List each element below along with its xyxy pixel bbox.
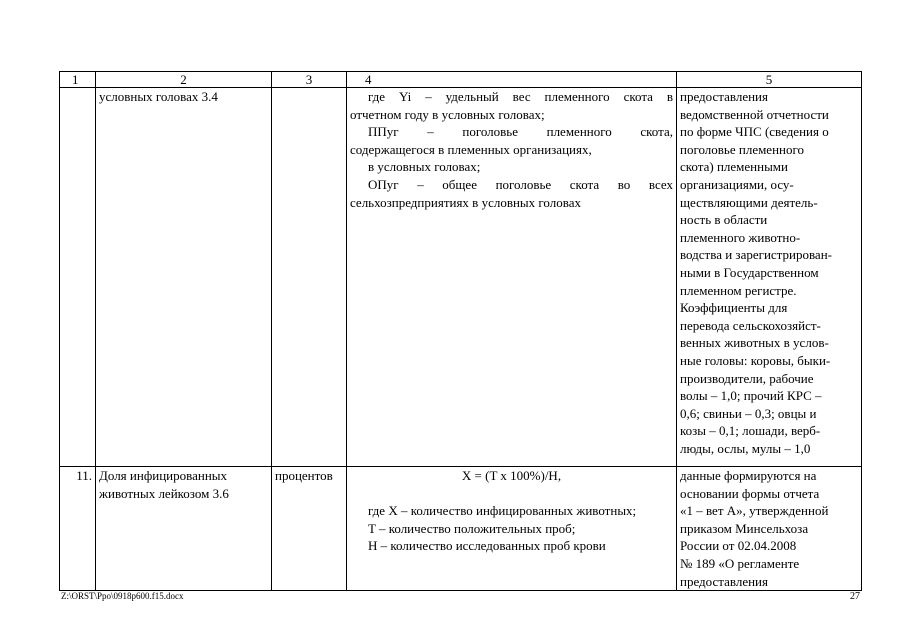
row2-indicator-line: животных лейкозом 3.6: [99, 485, 229, 501]
row1-source-line: ществляющими деятель-: [680, 194, 818, 210]
indicators-table: [59, 71, 862, 591]
row2-method-cell: [347, 467, 677, 591]
row2-formula: X = (T x 100%)/H,: [461, 468, 562, 483]
table-row: [60, 88, 862, 467]
row2-method-line: H – количество исследованных проб крови: [368, 538, 606, 554]
row1-source-line: венных животных в услов-: [680, 335, 829, 351]
row1-source-line: люды, ослы, мулы – 1,0: [680, 440, 811, 456]
footer-page-number: 27: [850, 591, 860, 602]
table-row: [60, 467, 862, 591]
row1-source-line: перевода сельскохозяйст-: [680, 317, 821, 333]
row1-indicator-text: условных головах 3.4: [99, 89, 218, 104]
row2-indicator-cell: [96, 467, 272, 591]
row1-source-line: Коэффициенты для: [680, 300, 788, 316]
row1-unit-cell: [272, 88, 347, 467]
row2-source-line: России от 02.04.2008: [680, 538, 797, 554]
row1-method-line: ОПуг – общее поголовье скота во всех: [368, 176, 673, 192]
row1-method-cell: [347, 88, 677, 467]
row2-source-line: № 189 «О регламенте: [680, 555, 800, 571]
row1-source-line: племенном регистре.: [680, 282, 797, 298]
row1-source-line: поголовье племенного: [680, 141, 805, 157]
row2-spacer: [350, 485, 673, 503]
row1-method-line: в условных головах;: [368, 159, 481, 175]
row2-number-cell: 11.: [60, 467, 96, 591]
row1-method-line: содержащегося в племенных организациях,: [350, 141, 592, 157]
row1-source-line: организациями, осу-: [680, 176, 794, 192]
row2-source-line: предоставления: [680, 573, 768, 589]
table-header-row: [60, 72, 862, 88]
row2-source-cell: [677, 467, 862, 591]
row1-method-line: ППуг – поголовье племенного скота,: [368, 124, 673, 140]
row1-source-line: козы – 0,1; лошади, верб-: [680, 423, 821, 439]
row1-source-line: по форме ЧПС (сведения о: [680, 124, 829, 140]
row1-source-line: ность в области: [680, 212, 768, 228]
row2-method-line: T – количество положительных проб;: [368, 520, 576, 536]
footer-file-path: Z:\ORST\Ppo\0918p600.f15.docx: [61, 591, 184, 601]
row2-unit-cell: процентов: [272, 467, 347, 591]
row1-source-line: ными в Государственном: [680, 264, 819, 280]
row1-source-line: производители, рабочие: [680, 370, 814, 386]
row1-indicator-cell: [96, 88, 272, 467]
row2-method-line: где X – количество инфицированных животных;: [368, 503, 637, 519]
row2-source-line: «1 – вет А», утвержденной: [680, 503, 829, 519]
row1-source-line: волы – 1,0; прочий КРС –: [680, 388, 822, 404]
row1-source-line: водства и зарегистрирован-: [680, 247, 832, 263]
row1-source-line: ведомственной отчетности: [680, 106, 829, 122]
header-col-3: 3: [272, 72, 347, 88]
row1-source-line: ные головы: коровы, быки-: [680, 352, 831, 368]
row1-source-cell: [677, 88, 862, 467]
row1-method-line: где Yi – удельный вес племенного скота в: [368, 89, 673, 104]
row1-method-line: сельхозпредприятиях в условных головах: [350, 194, 581, 210]
header-col-4: 4: [347, 72, 677, 88]
row2-source-line: основании формы отчета: [680, 485, 820, 501]
header-col-1: 1: [60, 72, 96, 88]
header-col-5: 5: [677, 72, 862, 88]
row1-source-line: 0,6; свиньи – 0,3; овцы и: [680, 405, 817, 421]
row1-method-line: отчетном году в условных головах;: [350, 106, 545, 122]
row2-source-line: данные формируются на: [680, 468, 817, 483]
row1-source-line: предоставления: [680, 89, 768, 104]
row2-indicator-line: Доля инфицированных: [99, 468, 228, 483]
header-col-2: 2: [96, 72, 272, 88]
row2-source-line: приказом Минсельхоза: [680, 520, 809, 536]
row1-number-cell: [60, 88, 96, 467]
row1-source-line: скота) племенными: [680, 159, 788, 175]
row1-source-line: племенного животно-: [680, 229, 801, 245]
